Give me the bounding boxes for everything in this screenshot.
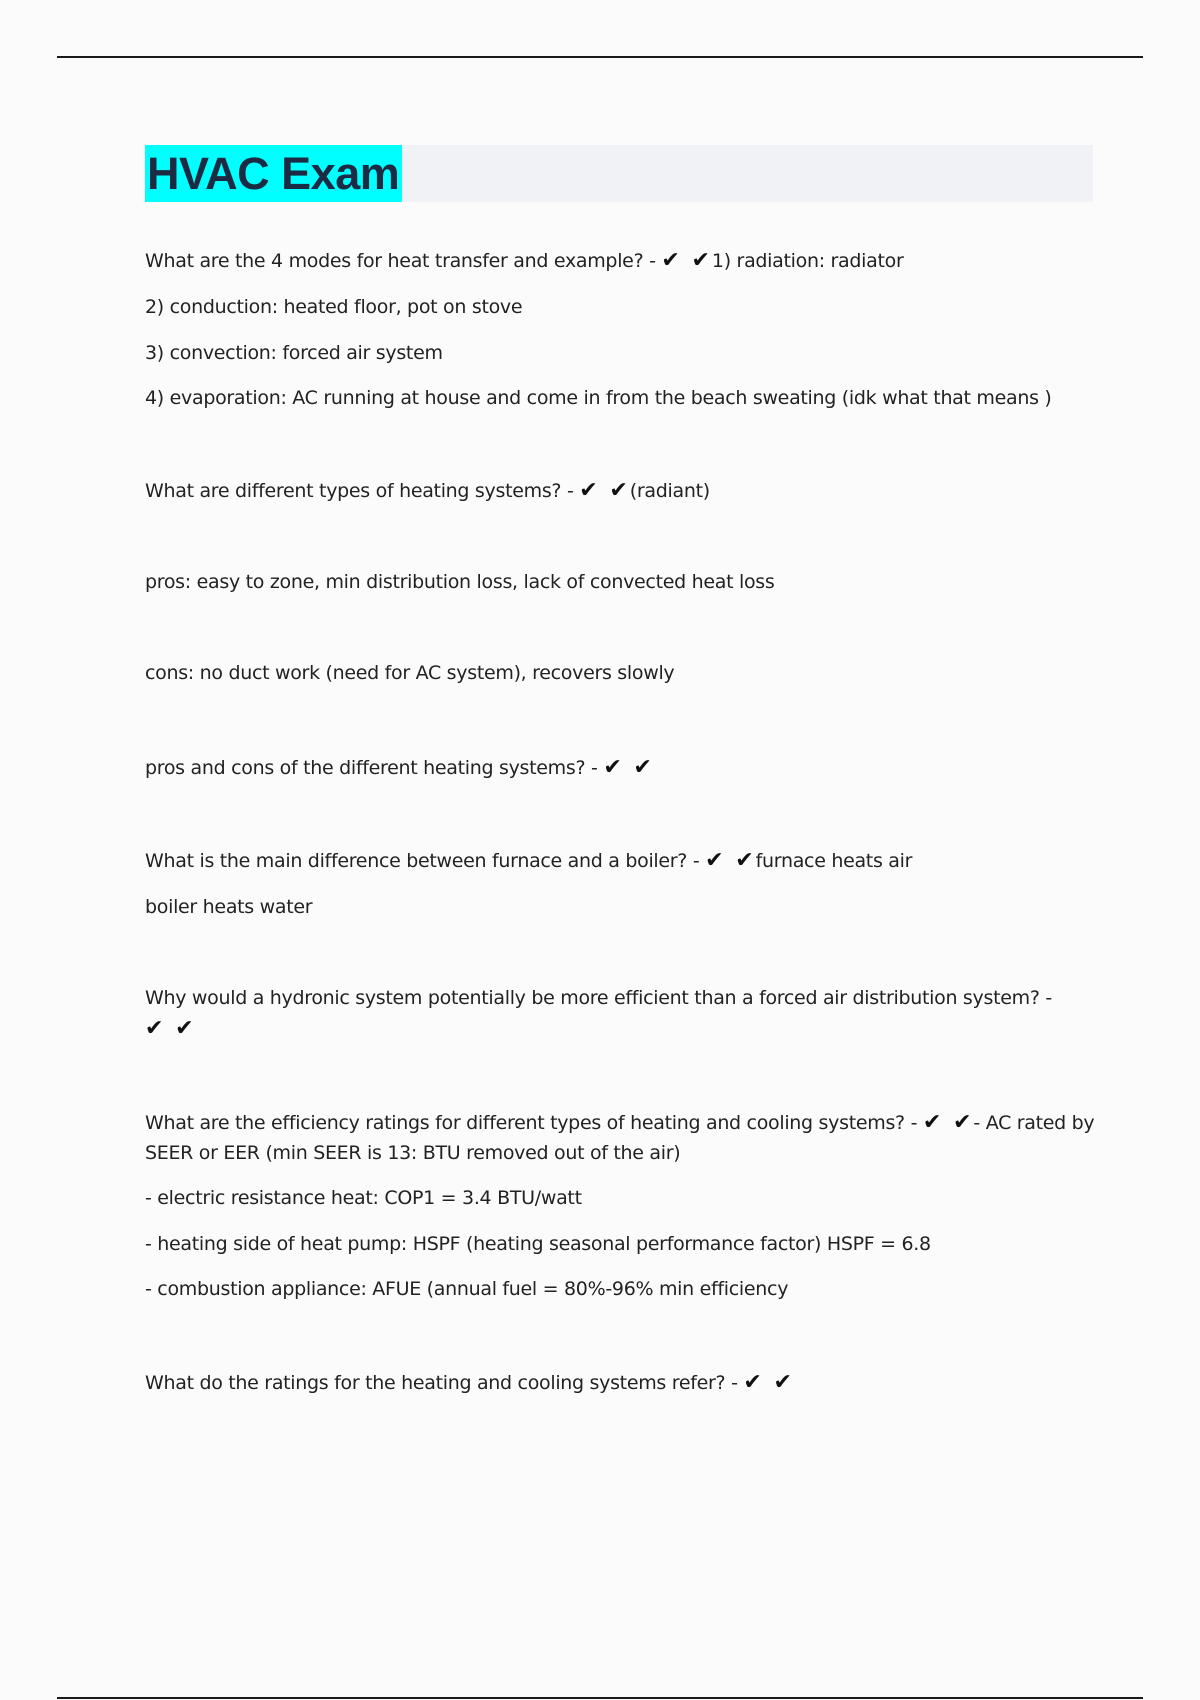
question-furnace-boiler: What is the main difference between furnace and a boiler? - ✔ ✔furnace heats air (145, 848, 913, 873)
answer-line: boiler heats water (145, 896, 313, 918)
question-heating-types: What are different types of heating systems? - ✔ ✔(radiant) (145, 478, 710, 503)
answer-line: cons: no duct work (need for AC system), recovers slowly (145, 662, 675, 684)
check-icon: ✔ ✔ (603, 755, 654, 780)
check-icon: ✔ ✔ (579, 478, 630, 503)
question-ratings-refer: What do the ratings for the heating and cooling systems refer? - ✔ ✔ (145, 1370, 794, 1395)
answer-line: - electric resistance heat: COP1 = 3.4 BTU/watt (145, 1187, 582, 1209)
question-heat-transfer: What are the 4 modes for heat transfer and example? - ✔ ✔1) radiation: radiator (145, 248, 904, 273)
question-pros-cons: pros and cons of the different heating systems? - ✔ ✔ (145, 755, 654, 780)
question-efficiency-ratings: What are the efficiency ratings for different types of heating and cooling systems? - ✔ ✔- AC rated by (145, 1110, 1095, 1135)
check-icon: ✔ ✔ (661, 248, 712, 273)
question-hydronic: Why would a hydronic system potentially be more efficient than a forced air distribution system? - (145, 987, 1052, 1009)
answer-line: - heating side of heat pump: HSPF (heating seasonal performance factor) HSPF = 6.8 (145, 1233, 931, 1255)
header-rule (57, 56, 1143, 58)
check-icon: ✔ ✔ (145, 1016, 196, 1041)
answer-line: SEER or EER (min SEER is 13: BTU removed out of the air) (145, 1142, 681, 1164)
check-icon: ✔ ✔ (922, 1110, 974, 1135)
answer-line: 4) evaporation: AC running at house and come in from the beach sweating (idk what that means ) (145, 387, 1052, 409)
answer-line: 3) convection: forced air system (145, 342, 443, 364)
check-icon: ✔ ✔ (705, 848, 756, 873)
answer-line: - combustion appliance: AFUE (annual fuel = 80%-96% min efficiency (145, 1278, 789, 1300)
answer-line (145, 1014, 1095, 1044)
page-title: HVAC Exam (145, 145, 402, 202)
answer-line: 2) conduction: heated floor, pot on stove (145, 296, 523, 318)
check-icon: ✔ ✔ (743, 1370, 794, 1395)
answer-line: pros: easy to zone, min distribution loss, lack of convected heat loss (145, 571, 775, 593)
footer-rule (57, 1697, 1143, 1699)
